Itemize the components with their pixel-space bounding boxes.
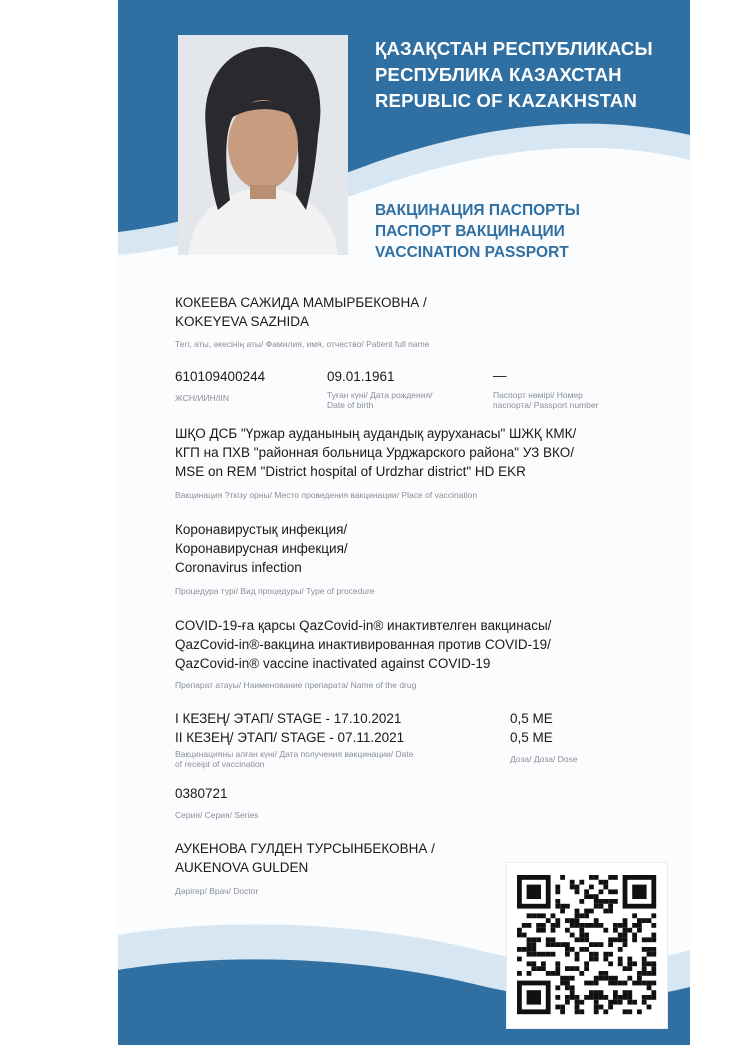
patient-name-line1: КОКЕЕВА САЖИДА МАМЫРБЕКОВНА / — [175, 295, 427, 310]
doctor-name: АУКЕНОВА ГУЛДЕН ТУРСЫНБЕКОВНА / AUKENOVA GULDEN — [175, 841, 435, 875]
vaccination-date-label: Вакцинацияны алған күні/ Дата получения вакцинации/ Date of receipt of vaccination — [175, 749, 414, 769]
patient-name — [175, 293, 427, 331]
document-title — [375, 200, 580, 263]
series-label: Серия/ Серия/ Series — [175, 810, 259, 820]
stage-1: I КЕЗЕҢ/ ЭТАП/ STAGE - 17.10.2021 — [175, 711, 402, 726]
procedure-type-label: Процедура түрі/ Вид процедуры/ Type of procedure — [175, 586, 375, 596]
title-en: VACCINATION PASSPORT — [375, 244, 569, 261]
drug-name-label: Препарат атауы/ Наименование препарата/ Name of the drug — [175, 680, 417, 690]
country-ru: РЕСПУБЛИКА КАЗАХСТАН — [375, 64, 622, 85]
vaccination-place-label: Вакцинация ?ткізу орны/ Место проведения вакцинации/ Place of vaccination — [175, 490, 478, 500]
passport-label: Паспорт нөмірі/ Номер паспорта/ Passport number — [493, 390, 599, 410]
iin-label: ЖСН/ИИН/IIN — [175, 393, 229, 403]
patient-photo — [178, 35, 348, 255]
dob-label: Туған күні/ Дата рождения/ Date of birth — [327, 390, 433, 410]
patient-name-line2: KOKEYEVA SAZHIDA — [175, 314, 310, 329]
stage-2: II КЕЗЕҢ/ ЭТАП/ STAGE - 07.11.2021 — [175, 730, 405, 745]
drug-name: COVID-19-ға қарсы QazCovid-in® инактивтелген вакцинасы/ QazCovid-in®-вакцина инактивированная против COVID-19/ QazCovid-in® vaccine inactivated against COVID-19 — [175, 618, 552, 671]
doctor-label: Дәрігер/ Врач/ Doctor — [175, 886, 259, 896]
passport-value: — — [493, 368, 507, 383]
dose-2: 0,5 МЕ — [510, 730, 553, 745]
country-title — [375, 36, 653, 114]
country-en: REPUBLIC OF KAZAKHSTAN — [375, 90, 638, 111]
dose-1: 0,5 МЕ — [510, 711, 553, 726]
procedure-type: Коронавирустық инфекция/ Коронавирусная инфекция/ Coronavirus infection — [175, 522, 348, 575]
vaccination-stages — [175, 709, 404, 747]
dose-label: Доза/ Доза/ Dose — [510, 754, 578, 764]
qr-code — [506, 862, 668, 1029]
iin-value: 610109400244 — [175, 369, 266, 384]
patient-name-label: Тегі, аты, әкесінің аты/ Фамилия, имя, отчество/ Patient full name — [175, 339, 430, 349]
dob-value: 09.01.1961 — [327, 369, 395, 384]
country-kz: ҚАЗАҚСТАН РЕСПУБЛИКАСЫ — [375, 38, 653, 59]
title-ru: ПАСПОРТ ВАКЦИНАЦИИ — [375, 223, 565, 240]
series-value: 0380721 — [175, 786, 228, 801]
title-kz: ВАКЦИНАЦИЯ ПАСПОРТЫ — [375, 202, 580, 219]
doses — [510, 709, 553, 747]
vaccination-place: ШҚО ДСБ "Үржар ауданының аудандық ауруханасы" ШЖҚ КМК/ КГП на ПХВ "районная больница Урджарского района" УЗ ВКО/ MSE on REM "District hospital of Urdzhar district" HD EKR — [175, 426, 577, 479]
